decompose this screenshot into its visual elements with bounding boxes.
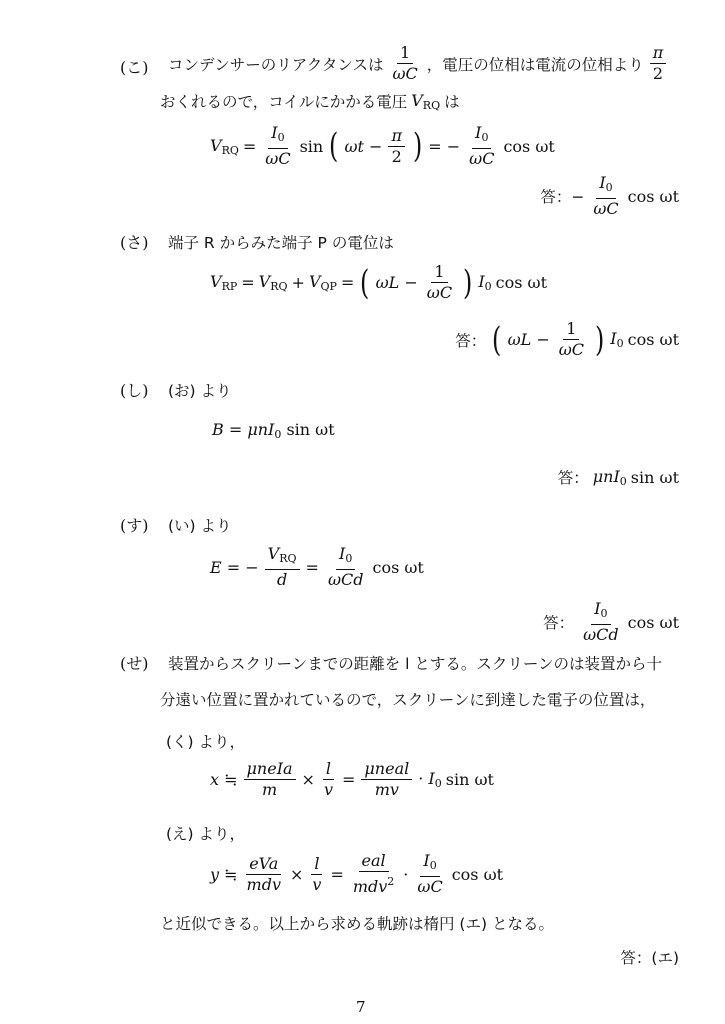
ko-text2: ，電圧の位相は電流の位相より xyxy=(426,55,644,74)
item-ko-line2 xyxy=(160,90,460,112)
ko-answer: 答：− $\frac{I_0}{\omega C}$ cos ωt xyxy=(540,173,679,218)
page-number: 7 xyxy=(356,998,366,1016)
item-ko-line1 xyxy=(168,44,668,83)
sa-equation: $V_{RP}$ = $V_{RQ}$ + $V_{QP}$ = ( ωL − $\frac{1}{\omega C}$ ) $I_0$ cos ωt xyxy=(210,262,548,303)
item-label-ko: (こ) xyxy=(120,58,149,77)
se-sub2: (え) より， xyxy=(166,825,246,843)
item-label-sa: (さ) xyxy=(120,233,149,252)
sa-answer: 答： ( ωL − $\frac{1}{\omega C}$ ) $I_0$ cos ωt xyxy=(455,319,679,360)
item-label-su: (す) xyxy=(120,516,149,535)
ko-text3: おくれるので，コイルにかかる電圧 xyxy=(160,93,408,111)
su-text: (い) より xyxy=(168,517,232,535)
ko-equation: $V_{RQ}$ = $\frac{I_0}{\omega C}$ sin ( ωt − $\frac{\pi}{2}$ ) = − $\frac{I_0}{\omega C}$ cos ωt xyxy=(210,123,555,168)
shi-answer: 答： μnI$_0$ sin ωt xyxy=(557,466,679,488)
se-x-equation: x ≒ $\frac{\text{μneIa}}{m}$ × $\frac{l}{v}$ = $\frac{\text{μneal}}{mv}$ · $I_0$ sin ωt xyxy=(210,759,494,799)
sa-text: 端子 R からみた端子 P の電位は xyxy=(168,234,394,252)
se-answer: 答：(エ) xyxy=(620,949,679,967)
ko-var: $V_{RQ}$ xyxy=(411,90,441,112)
ko-reactance-fraction: $\frac{1}{\omega C}$ xyxy=(392,43,418,83)
shi-equation: B = μnI$_0$ sin ωt xyxy=(212,420,335,441)
su-answer: 答： $\frac{I_0}{\text{ωCd}}$ cos ωt xyxy=(543,599,679,644)
shi-text: (お) より xyxy=(168,382,232,400)
item-label-shi: (し) xyxy=(120,381,149,400)
se-sub1: (く) より， xyxy=(166,733,246,751)
ko-text1: コンデンサーのリアクタンスは xyxy=(168,55,384,74)
se-y-equation: y ≒ $\frac{\text{eVa}}{\text{mdv}}$ × $\frac{l}{v}$ = $\frac{\text{eal}}{mdv^2}$ · $\frac{I_0}{\omega C}$ cos ωt xyxy=(210,851,504,896)
item-label-se: (せ) xyxy=(120,654,149,673)
se-text2: 分遠い位置に置かれているので，スクリーンに到達した電子の位置は， xyxy=(160,691,656,709)
se-text1: 装置からスクリーンまでの距離を l とする。スクリーンのは装置から十 xyxy=(168,655,663,673)
su-equation: E = − $\frac{V_{RQ}}{d}$ = $\frac{I_0}{\text{ωCd}}$ cos ωt xyxy=(210,544,424,589)
ko-pi-fraction: $\frac{\pi}{2}$ xyxy=(650,44,667,83)
ko-text4: は xyxy=(444,93,460,111)
se-conclusion: と近似できる。以上から求める軌跡は楕円 (エ) となる。 xyxy=(160,915,554,933)
